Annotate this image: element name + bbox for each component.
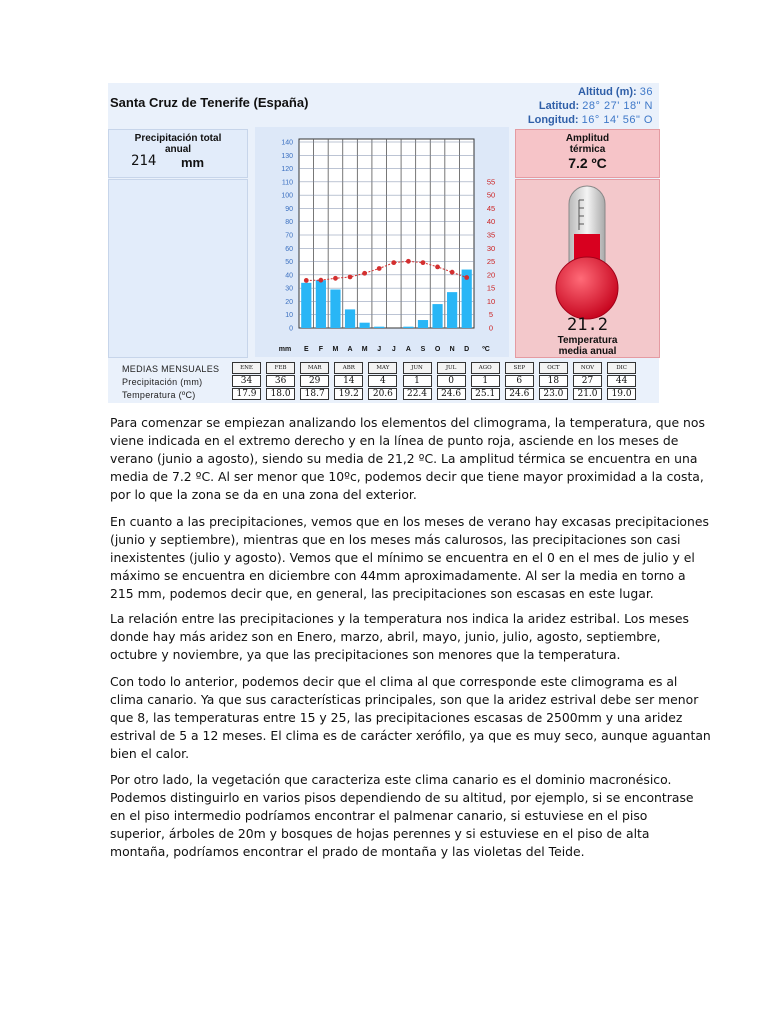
month-label: J	[377, 346, 382, 353]
month-label: N	[449, 346, 455, 353]
amplitude-box	[515, 129, 660, 178]
amplitude-value: 7.2 ºC	[568, 155, 607, 171]
precip-tick-label: 130	[281, 152, 293, 160]
precip-bar	[360, 323, 370, 328]
precip-tick-label: 50	[285, 259, 293, 267]
temp-tick-label: 30	[486, 243, 496, 253]
temp-tick-label: 5	[488, 310, 494, 320]
temp-cell: 20.6	[368, 388, 397, 400]
temperature-point	[435, 264, 440, 269]
thermometer-icon	[516, 182, 659, 322]
table-title: MEDIAS MENSUALES	[122, 364, 220, 374]
paragraph-line: octubre y noviembre, ya que las precipitaciones son menores que la temperatura.	[110, 647, 621, 662]
temp-tick-label: 15	[486, 283, 496, 293]
temp-cell: 24.6	[505, 388, 534, 400]
temperature-point	[333, 276, 338, 281]
paragraph	[110, 673, 711, 763]
precip-cell: 36	[266, 375, 295, 387]
precip-tick-label: 80	[285, 219, 293, 227]
precip-tick-label: 40	[285, 272, 293, 280]
precip-tick-label: 100	[281, 192, 293, 200]
temperature-point	[421, 260, 426, 265]
monthly-table	[108, 359, 659, 403]
amplitude-label: Amplitud térmica	[565, 133, 610, 155]
paragraph-line: La relación entre las precipitaciones y la temperatura nos indica la aridez estribal. Los meses	[110, 611, 689, 626]
month-header-cell: NOV	[573, 362, 602, 374]
precip-bar	[432, 304, 442, 328]
month-header-cell: MAR	[300, 362, 329, 374]
month-header-cell: ENE	[232, 362, 261, 374]
paragraph-line: bien el calor.	[110, 746, 190, 761]
precip-total-unit: mm	[181, 155, 205, 170]
latitude-label: Latitud:	[538, 100, 580, 112]
precip-tick-label: 10	[285, 312, 293, 320]
mean-temp-value: 21.2	[567, 315, 608, 335]
paragraph-line: clima canario. Ya que sus características principales, son que la aridez estrival debe ser menor	[110, 692, 699, 707]
temperature-point	[318, 278, 323, 283]
month-header-cell: JUL	[437, 362, 466, 374]
latitude-value: 28° 27' 18" N	[582, 100, 653, 112]
paragraph-line: 215 mm, podemos decir que, en general, las precipitaciones son escasas en este lugar.	[110, 586, 654, 601]
temperature-point	[348, 275, 353, 280]
precip-tick-label: 30	[285, 285, 293, 293]
month-header-cell: FEB	[266, 362, 295, 374]
temperature-point	[377, 266, 382, 271]
month-label: S	[420, 346, 426, 353]
month-label: D	[464, 346, 470, 353]
month-header-cell: ABR	[334, 362, 363, 374]
temp-tick-label: 50	[486, 190, 496, 200]
left-blank-box	[108, 179, 248, 358]
paragraph-line: estrival de 5 a 12 meses. El clima es de carácter xerófilo, ya que es muy seco, aunque aguantan	[110, 728, 711, 743]
precip-tick-label: 90	[285, 205, 293, 213]
precip-bar	[418, 320, 428, 328]
precip-cell: 6	[505, 375, 534, 387]
precip-tick-label: 20	[285, 298, 293, 306]
temp-cell: 24.6	[437, 388, 466, 400]
temperature-point	[362, 271, 367, 276]
precip-cell: 44	[607, 375, 636, 387]
longitude-label: Longitud:	[527, 114, 579, 126]
paragraph-line: donde hay más aridez son en Enero, marzo, abril, mayo, junio, julio, agosto, septiembre,	[110, 629, 661, 644]
precip-tick-label: 60	[285, 245, 293, 253]
mean-temp-label: Temperatura media anual	[557, 335, 618, 357]
month-header-cell: OCT	[539, 362, 568, 374]
temperature-point	[391, 260, 396, 265]
temp-cell: 25.1	[471, 388, 500, 400]
paragraph-line: inexistentes (julio y agosto). Vemos que el mínimo se encuentra en el 0 en el mes de julio y el	[110, 550, 695, 565]
temperature-point	[464, 275, 469, 280]
longitude-value: 16° 14' 56" O	[581, 114, 653, 126]
left-unit-label: mm	[278, 346, 292, 353]
month-label: A	[347, 346, 353, 353]
paragraph	[110, 513, 709, 603]
right-unit-label: ºC	[482, 346, 490, 353]
temp-cell: 23.0	[539, 388, 568, 400]
altitude-label: Altitud (m):	[578, 86, 637, 98]
temp-tick-label: 25	[486, 257, 496, 267]
month-label: O	[434, 346, 441, 353]
temp-cell: 17.9	[232, 388, 261, 400]
month-label: M	[361, 346, 368, 353]
precip-tick-label: 140	[281, 139, 293, 147]
temp-row-label: Temperatura (ºC)	[122, 390, 196, 400]
paragraph-line: por lo que la zona se da en una zona del exterior.	[110, 487, 417, 502]
paragraph	[110, 414, 705, 504]
precip-cell: 1	[403, 375, 432, 387]
precip-cell: 1	[471, 375, 500, 387]
climogram-panel	[108, 83, 659, 403]
precip-bar	[345, 309, 355, 328]
paragraph-line: Con todo lo anterior, podemos decir que el clima al que corresponde este climograma es al	[110, 674, 678, 689]
paragraph-line: Podemos distinguirlo en varios pisos dependiendo de su altitud, por ejemplo, si se encontrase	[110, 790, 694, 805]
precip-bar	[301, 283, 311, 328]
temp-tick-label: 35	[486, 230, 496, 240]
paragraph-line: Por otro lado, la vegetación que caracteriza este clima canario es el dominio macronésico.	[110, 772, 672, 787]
temp-tick-label: 20	[486, 270, 496, 280]
precip-bar	[403, 327, 413, 328]
precip-total-box	[108, 129, 248, 178]
station-title: Santa Cruz de Tenerife (España)	[110, 95, 309, 110]
month-header-cell: SEP	[505, 362, 534, 374]
month-label: J	[391, 346, 396, 353]
paragraph-line: superior, árboles de 20m y bosques de hojas perennes y si estuviese en el piso de alta	[110, 826, 650, 841]
month-label: A	[405, 346, 411, 353]
temp-cell: 18.7	[300, 388, 329, 400]
temp-cell: 19.2	[334, 388, 363, 400]
station-geo	[528, 85, 653, 127]
precip-tick-label: 0	[289, 325, 293, 333]
temp-tick-label: 40	[486, 217, 496, 227]
temperature-point	[406, 259, 411, 264]
precip-tick-label: 70	[285, 232, 293, 240]
month-header-cell: DIC	[607, 362, 636, 374]
climogram-chart	[255, 127, 509, 357]
temperature-point	[450, 270, 455, 275]
temp-cell: 22.4	[403, 388, 432, 400]
month-header-cell: MAY	[368, 362, 397, 374]
precip-tick-label: 120	[281, 166, 293, 174]
paragraph-line: máximo se encuentra en diciembre con 44mm aproximadamente. Al ser la media en torno a	[110, 568, 686, 583]
precip-cell: 29	[300, 375, 329, 387]
paragraph-line: en el piso intermedio podríamos encontrar el palmenar canario, si estuviese en el piso	[110, 808, 648, 823]
paragraph-line: (junio y septiembre), mientras que en los meses más calurosos, las precipitaciones son casi	[110, 532, 681, 547]
precip-cell: 0	[437, 375, 466, 387]
month-header-cell: AGO	[471, 362, 500, 374]
paragraph	[110, 610, 689, 664]
month-label: M	[332, 346, 339, 353]
precip-total-value: 214	[131, 153, 157, 169]
temp-cell: 21.0	[573, 388, 602, 400]
paragraph-line: que 8, las temperaturas entre 15 y 25, las precipitaciones escasas de 2500mm y una aridez	[110, 710, 683, 725]
precip-cell: 18	[539, 375, 568, 387]
temp-tick-label: 0	[488, 323, 494, 333]
paragraph-line: Para comenzar se empiezan analizando los elementos del climograma, la temperatura, que nos	[110, 415, 705, 430]
paragraph-line: viene indicada en el extremo derecho y en la línea de punto roja, asciende en los meses de	[110, 433, 679, 448]
precip-total-label: Precipitación total anual	[134, 133, 222, 155]
temp-tick-label: 45	[486, 203, 496, 213]
paragraph-line: verano (junio a agosto), siendo su media de 21,2 ºC. La amplitud térmica se encuentra en una	[110, 451, 698, 466]
precip-row-label: Precipitación (mm)	[122, 377, 203, 387]
paragraph-line: En cuanto a las precipitaciones, vemos que en los meses de verano hay excasas precipitaciones	[110, 514, 709, 529]
temp-cell: 19.0	[607, 388, 636, 400]
paragraph-line: media de 7.2 ºC. Al ser menor que 10ºc, podemos decir que tiene mayor proximidad a la costa,	[110, 469, 704, 484]
month-label: E	[303, 346, 309, 353]
paragraph-line: montaña, podríamos encontrar el prado de montaña y las violetas del Teide.	[110, 844, 585, 859]
precip-tick-label: 110	[281, 179, 293, 187]
temp-cell: 18.0	[266, 388, 295, 400]
precip-bar	[447, 292, 457, 328]
altitude-value: 36	[639, 86, 653, 98]
precip-cell: 14	[334, 375, 363, 387]
month-header-cell: JUN	[403, 362, 432, 374]
precip-cell: 27	[573, 375, 602, 387]
precip-cell: 4	[368, 375, 397, 387]
paragraph	[110, 771, 694, 861]
precip-cell: 34	[232, 375, 261, 387]
thermometer-box	[515, 179, 660, 358]
precip-bar	[374, 327, 384, 328]
temperature-point	[304, 278, 309, 283]
temp-tick-label: 55	[486, 177, 496, 187]
month-label: F	[318, 346, 324, 353]
temp-tick-label: 10	[486, 296, 496, 306]
precip-bar	[330, 289, 340, 328]
precip-bar	[316, 280, 326, 328]
